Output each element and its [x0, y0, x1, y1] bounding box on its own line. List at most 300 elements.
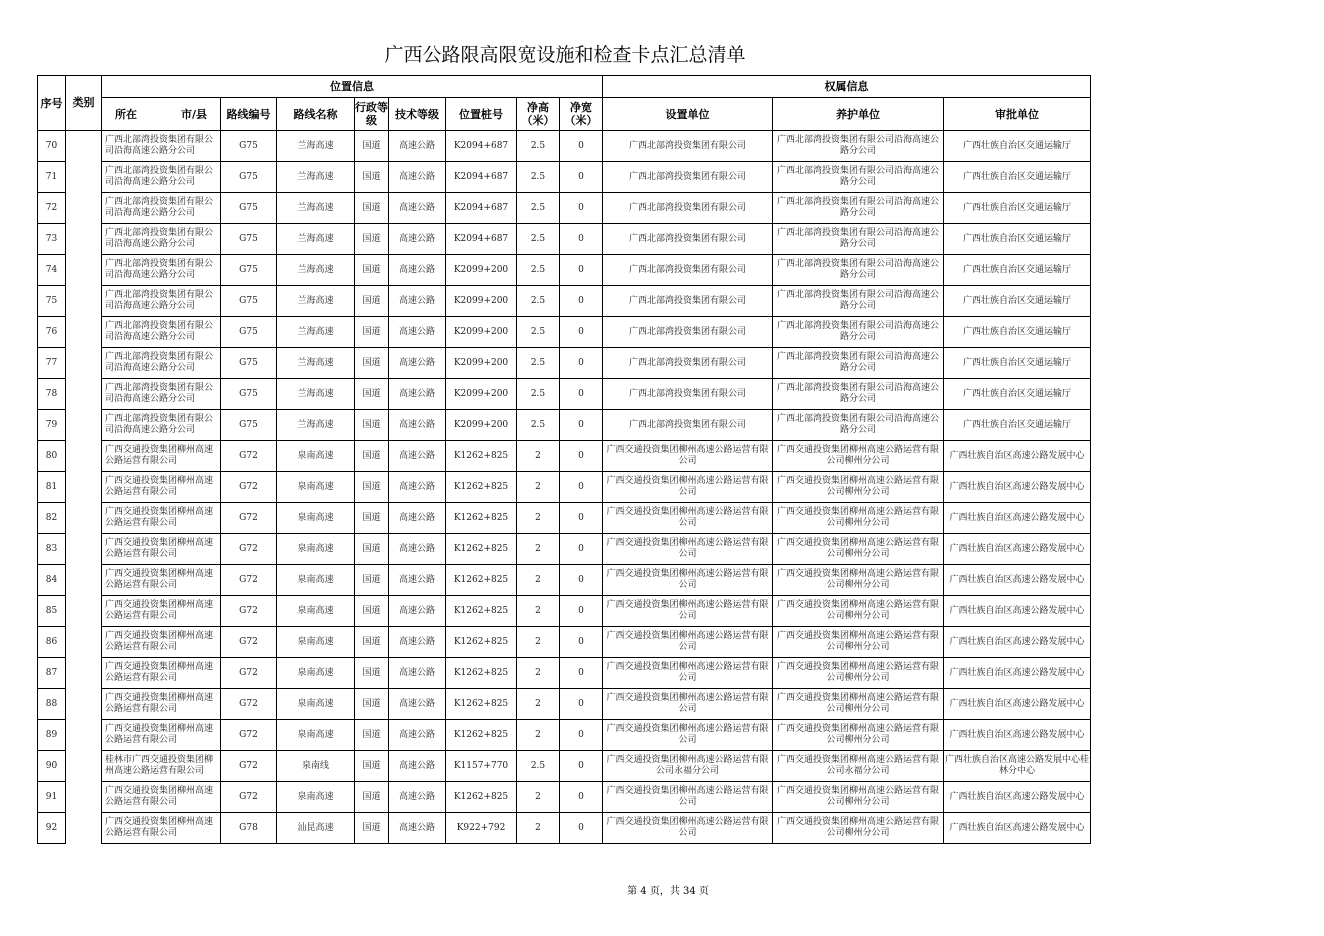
cell-clear-height: 2	[517, 658, 560, 689]
cell-tech-level: 高速公路	[389, 596, 446, 627]
cell-location: 广西交通投资集团柳州高速公路运营有限公司	[102, 534, 221, 565]
cell-clear-width: 0	[560, 441, 603, 472]
cell-tech-level: 高速公路	[389, 193, 446, 224]
cell-location: 广西北部湾投资集团有限公司沿海高速公路分公司	[102, 348, 221, 379]
header-ownership-group: 权属信息	[603, 76, 1091, 98]
cell-admin-level: 国道	[355, 162, 389, 193]
cell-route-code: G75	[221, 348, 277, 379]
cell-maint-unit: 广西北部湾投资集团有限公司沿海高速公路分公司	[773, 317, 944, 348]
cell-setup-unit: 广西北部湾投资集团有限公司	[603, 131, 773, 162]
cell-seq: 76	[38, 317, 66, 348]
cell-approve-unit: 广西壮族自治区交通运输厅	[944, 131, 1091, 162]
cell-maint-unit: 广西交通投资集团柳州高速公路运营有限公司柳州分公司	[773, 689, 944, 720]
table-row	[38, 782, 1091, 813]
cell-tech-level: 高速公路	[389, 348, 446, 379]
cell-route-name: 泉南高速	[277, 534, 355, 565]
cell-route-code: G72	[221, 472, 277, 503]
cell-location: 广西北部湾投资集团有限公司沿海高速公路分公司	[102, 162, 221, 193]
table-row	[38, 751, 1091, 782]
cell-location: 广西北部湾投资集团有限公司沿海高速公路分公司	[102, 131, 221, 162]
cell-route-name: 汕昆高速	[277, 813, 355, 844]
cell-approve-unit: 广西壮族自治区交通运输厅	[944, 224, 1091, 255]
cell-tech-level: 高速公路	[389, 410, 446, 441]
cell-clear-height: 2	[517, 441, 560, 472]
header-setup-unit: 设置单位	[603, 98, 773, 131]
cell-setup-unit: 广西交通投资集团柳州高速公路运营有限公司	[603, 596, 773, 627]
cell-stake: K1262+825	[446, 472, 517, 503]
cell-seq: 70	[38, 131, 66, 162]
cell-route-name: 兰海高速	[277, 162, 355, 193]
cell-clear-height: 2.5	[517, 317, 560, 348]
cell-maint-unit: 广西交通投资集团柳州高速公路运营有限公司柳州分公司	[773, 472, 944, 503]
cell-seq: 91	[38, 782, 66, 813]
cell-setup-unit: 广西交通投资集团柳州高速公路运营有限公司	[603, 720, 773, 751]
table-row	[38, 813, 1091, 844]
cell-seq: 75	[38, 286, 66, 317]
cell-clear-width: 0	[560, 317, 603, 348]
cell-maint-unit: 广西北部湾投资集团有限公司沿海高速公路分公司	[773, 410, 944, 441]
cell-seq: 82	[38, 503, 66, 534]
cell-tech-level: 高速公路	[389, 317, 446, 348]
cell-admin-level: 国道	[355, 503, 389, 534]
header-seq: 序号	[38, 76, 66, 131]
cell-route-name: 兰海高速	[277, 348, 355, 379]
cell-tech-level: 高速公路	[389, 782, 446, 813]
cell-setup-unit: 广西北部湾投资集团有限公司	[603, 379, 773, 410]
cell-setup-unit: 广西北部湾投资集团有限公司	[603, 162, 773, 193]
cell-seq: 89	[38, 720, 66, 751]
cell-category	[66, 131, 102, 844]
cell-setup-unit: 广西北部湾投资集团有限公司	[603, 348, 773, 379]
cell-clear-height: 2.5	[517, 348, 560, 379]
cell-route-code: G75	[221, 286, 277, 317]
cell-location: 广西交通投资集团柳州高速公路运营有限公司	[102, 689, 221, 720]
cell-clear-width: 0	[560, 503, 603, 534]
cell-setup-unit: 广西交通投资集团柳州高速公路运营有限公司	[603, 472, 773, 503]
cell-seq: 81	[38, 472, 66, 503]
cell-seq: 85	[38, 596, 66, 627]
cell-clear-width: 0	[560, 658, 603, 689]
cell-route-name: 泉南高速	[277, 441, 355, 472]
cell-approve-unit: 广西壮族自治区交通运输厅	[944, 410, 1091, 441]
cell-setup-unit: 广西北部湾投资集团有限公司	[603, 255, 773, 286]
cell-clear-height: 2.5	[517, 410, 560, 441]
cell-clear-height: 2	[517, 472, 560, 503]
cell-approve-unit: 广西壮族自治区高速公路发展中心	[944, 472, 1091, 503]
cell-route-name: 泉南高速	[277, 565, 355, 596]
cell-admin-level: 国道	[355, 658, 389, 689]
cell-approve-unit: 广西壮族自治区高速公路发展中心	[944, 534, 1091, 565]
cell-seq: 77	[38, 348, 66, 379]
cell-maint-unit: 广西北部湾投资集团有限公司沿海高速公路分公司	[773, 162, 944, 193]
cell-maint-unit: 广西交通投资集团柳州高速公路运营有限公司柳州分公司	[773, 565, 944, 596]
cell-setup-unit: 广西北部湾投资集团有限公司	[603, 317, 773, 348]
table-row	[38, 472, 1091, 503]
cell-stake: K2099+200	[446, 410, 517, 441]
cell-location: 桂林市广西交通投资集团柳州高速公路运营有限公司	[102, 751, 221, 782]
header-location-city: 所在 市/县	[102, 98, 221, 131]
cell-clear-height: 2.5	[517, 751, 560, 782]
cell-clear-height: 2	[517, 503, 560, 534]
cell-admin-level: 国道	[355, 751, 389, 782]
cell-maint-unit: 广西北部湾投资集团有限公司沿海高速公路分公司	[773, 224, 944, 255]
cell-route-name: 泉南线	[277, 751, 355, 782]
cell-clear-height: 2.5	[517, 255, 560, 286]
cell-approve-unit: 广西壮族自治区高速公路发展中心	[944, 813, 1091, 844]
header-maint-unit: 养护单位	[773, 98, 944, 131]
cell-approve-unit: 广西壮族自治区交通运输厅	[944, 317, 1091, 348]
cell-clear-height: 2.5	[517, 131, 560, 162]
cell-stake: K2099+200	[446, 317, 517, 348]
cell-seq: 83	[38, 534, 66, 565]
cell-tech-level: 高速公路	[389, 472, 446, 503]
table-row	[38, 441, 1091, 472]
cell-clear-height: 2	[517, 782, 560, 813]
cell-clear-height: 2	[517, 627, 560, 658]
cell-location: 广西北部湾投资集团有限公司沿海高速公路分公司	[102, 286, 221, 317]
cell-route-name: 兰海高速	[277, 224, 355, 255]
cell-admin-level: 国道	[355, 193, 389, 224]
facility-table	[37, 75, 1091, 844]
table-row	[38, 286, 1091, 317]
cell-route-name: 兰海高速	[277, 286, 355, 317]
cell-tech-level: 高速公路	[389, 689, 446, 720]
cell-clear-height: 2	[517, 534, 560, 565]
header-route-code: 路线编号	[221, 98, 277, 131]
table-row	[38, 131, 1091, 162]
cell-approve-unit: 广西壮族自治区交通运输厅	[944, 255, 1091, 286]
cell-location: 广西交通投资集团柳州高速公路运营有限公司	[102, 503, 221, 534]
table-row	[38, 565, 1091, 596]
cell-approve-unit: 广西壮族自治区高速公路发展中心	[944, 689, 1091, 720]
cell-seq: 71	[38, 162, 66, 193]
cell-clear-height: 2.5	[517, 193, 560, 224]
cell-setup-unit: 广西交通投资集团柳州高速公路运营有限公司	[603, 782, 773, 813]
cell-tech-level: 高速公路	[389, 658, 446, 689]
cell-tech-level: 高速公路	[389, 224, 446, 255]
table-body	[38, 131, 1091, 844]
cell-maint-unit: 广西交通投资集团柳州高速公路运营有限公司永福分公司	[773, 751, 944, 782]
cell-route-name: 泉南高速	[277, 782, 355, 813]
header-clear-height: 净高（米）	[517, 98, 560, 131]
cell-seq: 78	[38, 379, 66, 410]
cell-stake: K1262+825	[446, 441, 517, 472]
cell-maint-unit: 广西交通投资集团柳州高速公路运营有限公司柳州分公司	[773, 658, 944, 689]
cell-seq: 86	[38, 627, 66, 658]
cell-maint-unit: 广西交通投资集团柳州高速公路运营有限公司柳州分公司	[773, 782, 944, 813]
cell-location: 广西交通投资集团柳州高速公路运营有限公司	[102, 441, 221, 472]
cell-admin-level: 国道	[355, 255, 389, 286]
table-row	[38, 720, 1091, 751]
table-row	[38, 658, 1091, 689]
header-location-group: 位置信息	[102, 76, 603, 98]
cell-admin-level: 国道	[355, 224, 389, 255]
cell-maint-unit: 广西交通投资集团柳州高速公路运营有限公司柳州分公司	[773, 503, 944, 534]
cell-stake: K1262+825	[446, 658, 517, 689]
cell-route-name: 兰海高速	[277, 317, 355, 348]
cell-tech-level: 高速公路	[389, 286, 446, 317]
cell-admin-level: 国道	[355, 627, 389, 658]
cell-approve-unit: 广西壮族自治区高速公路发展中心	[944, 441, 1091, 472]
cell-stake: K1262+825	[446, 503, 517, 534]
cell-setup-unit: 广西交通投资集团柳州高速公路运营有限公司	[603, 813, 773, 844]
cell-route-code: G75	[221, 162, 277, 193]
table-row	[38, 348, 1091, 379]
cell-approve-unit: 广西壮族自治区高速公路发展中心	[944, 658, 1091, 689]
cell-seq: 92	[38, 813, 66, 844]
cell-setup-unit: 广西交通投资集团柳州高速公路运营有限公司	[603, 534, 773, 565]
cell-route-name: 泉南高速	[277, 689, 355, 720]
header-tech-level: 技术等级	[389, 98, 446, 131]
cell-clear-width: 0	[560, 534, 603, 565]
cell-route-code: G72	[221, 689, 277, 720]
cell-approve-unit: 广西壮族自治区交通运输厅	[944, 348, 1091, 379]
cell-route-name: 泉南高速	[277, 627, 355, 658]
cell-clear-width: 0	[560, 224, 603, 255]
cell-location: 广西交通投资集团柳州高速公路运营有限公司	[102, 658, 221, 689]
cell-route-name: 兰海高速	[277, 379, 355, 410]
cell-seq: 87	[38, 658, 66, 689]
cell-stake: K1262+825	[446, 565, 517, 596]
cell-stake: K1262+825	[446, 782, 517, 813]
cell-route-code: G72	[221, 658, 277, 689]
cell-stake: K2099+200	[446, 255, 517, 286]
cell-seq: 73	[38, 224, 66, 255]
page-footer: 第 4 页，共 34 页	[627, 886, 709, 897]
cell-admin-level: 国道	[355, 782, 389, 813]
cell-seq: 80	[38, 441, 66, 472]
cell-clear-height: 2.5	[517, 379, 560, 410]
cell-route-code: G72	[221, 503, 277, 534]
cell-seq: 88	[38, 689, 66, 720]
cell-setup-unit: 广西交通投资集团柳州高速公路运营有限公司	[603, 503, 773, 534]
cell-approve-unit: 广西壮族自治区交通运输厅	[944, 286, 1091, 317]
cell-route-name: 泉南高速	[277, 503, 355, 534]
cell-route-code: G75	[221, 131, 277, 162]
cell-location: 广西交通投资集团柳州高速公路运营有限公司	[102, 627, 221, 658]
cell-maint-unit: 广西交通投资集团柳州高速公路运营有限公司柳州分公司	[773, 720, 944, 751]
cell-stake: K2099+200	[446, 379, 517, 410]
cell-stake: K2094+687	[446, 224, 517, 255]
header-stake: 位置桩号	[446, 98, 517, 131]
cell-route-code: G75	[221, 224, 277, 255]
cell-route-name: 泉南高速	[277, 596, 355, 627]
cell-seq: 84	[38, 565, 66, 596]
cell-location: 广西交通投资集团柳州高速公路运营有限公司	[102, 782, 221, 813]
cell-route-code: G78	[221, 813, 277, 844]
cell-setup-unit: 广西北部湾投资集团有限公司	[603, 410, 773, 441]
cell-stake: K2099+200	[446, 348, 517, 379]
cell-route-code: G72	[221, 441, 277, 472]
cell-approve-unit: 广西壮族自治区高速公路发展中心	[944, 627, 1091, 658]
cell-approve-unit: 广西壮族自治区高速公路发展中心	[944, 720, 1091, 751]
cell-admin-level: 国道	[355, 131, 389, 162]
cell-tech-level: 高速公路	[389, 720, 446, 751]
table-row	[38, 193, 1091, 224]
cell-route-code: G72	[221, 627, 277, 658]
cell-maint-unit: 广西交通投资集团柳州高速公路运营有限公司柳州分公司	[773, 441, 944, 472]
cell-clear-height: 2	[517, 689, 560, 720]
cell-route-name: 泉南高速	[277, 658, 355, 689]
cell-clear-width: 0	[560, 410, 603, 441]
cell-admin-level: 国道	[355, 813, 389, 844]
cell-stake: K2099+200	[446, 286, 517, 317]
cell-setup-unit: 广西交通投资集团柳州高速公路运营有限公司	[603, 441, 773, 472]
cell-seq: 74	[38, 255, 66, 286]
table-row	[38, 534, 1091, 565]
cell-stake: K1262+825	[446, 534, 517, 565]
cell-clear-width: 0	[560, 255, 603, 286]
table-row	[38, 627, 1091, 658]
cell-clear-width: 0	[560, 286, 603, 317]
cell-tech-level: 高速公路	[389, 813, 446, 844]
cell-setup-unit: 广西北部湾投资集团有限公司	[603, 286, 773, 317]
cell-route-code: G75	[221, 193, 277, 224]
cell-seq: 79	[38, 410, 66, 441]
cell-route-name: 泉南高速	[277, 720, 355, 751]
cell-seq: 72	[38, 193, 66, 224]
cell-tech-level: 高速公路	[389, 565, 446, 596]
cell-route-name: 兰海高速	[277, 255, 355, 286]
cell-tech-level: 高速公路	[389, 534, 446, 565]
cell-admin-level: 国道	[355, 689, 389, 720]
cell-admin-level: 国道	[355, 348, 389, 379]
cell-approve-unit: 广西壮族自治区交通运输厅	[944, 193, 1091, 224]
cell-route-code: G75	[221, 255, 277, 286]
cell-location: 广西交通投资集团柳州高速公路运营有限公司	[102, 596, 221, 627]
cell-stake: K1262+825	[446, 689, 517, 720]
cell-clear-width: 0	[560, 193, 603, 224]
cell-stake: K1157+770	[446, 751, 517, 782]
cell-maint-unit: 广西交通投资集团柳州高速公路运营有限公司柳州分公司	[773, 813, 944, 844]
cell-setup-unit: 广西北部湾投资集团有限公司	[603, 224, 773, 255]
cell-stake: K922+792	[446, 813, 517, 844]
cell-setup-unit: 广西北部湾投资集团有限公司	[603, 193, 773, 224]
header-approve-unit: 审批单位	[944, 98, 1091, 131]
table-row	[38, 162, 1091, 193]
header-category: 类别	[66, 76, 102, 131]
cell-location: 广西交通投资集团柳州高速公路运营有限公司	[102, 472, 221, 503]
cell-clear-height: 2	[517, 813, 560, 844]
cell-approve-unit: 广西壮族自治区高速公路发展中心	[944, 503, 1091, 534]
cell-approve-unit: 广西壮族自治区高速公路发展中心桂林分中心	[944, 751, 1091, 782]
cell-maint-unit: 广西北部湾投资集团有限公司沿海高速公路分公司	[773, 286, 944, 317]
cell-route-code: G75	[221, 410, 277, 441]
cell-route-code: G72	[221, 596, 277, 627]
cell-tech-level: 高速公路	[389, 751, 446, 782]
cell-stake: K1262+825	[446, 627, 517, 658]
cell-tech-level: 高速公路	[389, 131, 446, 162]
cell-clear-height: 2.5	[517, 224, 560, 255]
cell-clear-width: 0	[560, 720, 603, 751]
cell-approve-unit: 广西壮族自治区交通运输厅	[944, 379, 1091, 410]
cell-clear-width: 0	[560, 162, 603, 193]
cell-tech-level: 高速公路	[389, 503, 446, 534]
cell-clear-width: 0	[560, 379, 603, 410]
cell-location: 广西北部湾投资集团有限公司沿海高速公路分公司	[102, 255, 221, 286]
cell-route-name: 泉南高速	[277, 472, 355, 503]
cell-approve-unit: 广西壮族自治区高速公路发展中心	[944, 596, 1091, 627]
cell-maint-unit: 广西北部湾投资集团有限公司沿海高速公路分公司	[773, 379, 944, 410]
cell-approve-unit: 广西壮族自治区交通运输厅	[944, 162, 1091, 193]
cell-location: 广西北部湾投资集团有限公司沿海高速公路分公司	[102, 317, 221, 348]
cell-clear-width: 0	[560, 782, 603, 813]
cell-maint-unit: 广西北部湾投资集团有限公司沿海高速公路分公司	[773, 255, 944, 286]
cell-clear-height: 2	[517, 596, 560, 627]
cell-route-code: G72	[221, 720, 277, 751]
cell-setup-unit: 广西交通投资集团柳州高速公路运营有限公司永福分公司	[603, 751, 773, 782]
cell-location: 广西交通投资集团柳州高速公路运营有限公司	[102, 813, 221, 844]
table-row	[38, 317, 1091, 348]
cell-admin-level: 国道	[355, 472, 389, 503]
cell-clear-width: 0	[560, 596, 603, 627]
cell-location: 广西北部湾投资集团有限公司沿海高速公路分公司	[102, 224, 221, 255]
cell-route-name: 兰海高速	[277, 193, 355, 224]
cell-clear-width: 0	[560, 131, 603, 162]
cell-admin-level: 国道	[355, 379, 389, 410]
cell-admin-level: 国道	[355, 410, 389, 441]
cell-approve-unit: 广西壮族自治区高速公路发展中心	[944, 782, 1091, 813]
cell-admin-level: 国道	[355, 720, 389, 751]
cell-admin-level: 国道	[355, 441, 389, 472]
header-clear-width: 净宽（米）	[560, 98, 603, 131]
cell-route-code: G72	[221, 565, 277, 596]
cell-admin-level: 国道	[355, 286, 389, 317]
cell-location: 广西北部湾投资集团有限公司沿海高速公路分公司	[102, 193, 221, 224]
cell-route-name: 兰海高速	[277, 410, 355, 441]
cell-maint-unit: 广西北部湾投资集团有限公司沿海高速公路分公司	[773, 193, 944, 224]
cell-location: 广西北部湾投资集团有限公司沿海高速公路分公司	[102, 379, 221, 410]
cell-tech-level: 高速公路	[389, 441, 446, 472]
cell-admin-level: 国道	[355, 596, 389, 627]
cell-clear-width: 0	[560, 689, 603, 720]
cell-clear-width: 0	[560, 472, 603, 503]
cell-setup-unit: 广西交通投资集团柳州高速公路运营有限公司	[603, 627, 773, 658]
cell-route-name: 兰海高速	[277, 131, 355, 162]
cell-location: 广西交通投资集团柳州高速公路运营有限公司	[102, 565, 221, 596]
cell-clear-width: 0	[560, 348, 603, 379]
table-row	[38, 255, 1091, 286]
cell-maint-unit: 广西交通投资集团柳州高速公路运营有限公司柳州分公司	[773, 596, 944, 627]
cell-stake: K1262+825	[446, 720, 517, 751]
cell-approve-unit: 广西壮族自治区高速公路发展中心	[944, 565, 1091, 596]
cell-maint-unit: 广西北部湾投资集团有限公司沿海高速公路分公司	[773, 131, 944, 162]
table-row	[38, 596, 1091, 627]
table-row	[38, 224, 1091, 255]
cell-route-code: G75	[221, 379, 277, 410]
cell-tech-level: 高速公路	[389, 379, 446, 410]
cell-setup-unit: 广西交通投资集团柳州高速公路运营有限公司	[603, 689, 773, 720]
cell-location: 广西交通投资集团柳州高速公路运营有限公司	[102, 720, 221, 751]
cell-clear-height: 2.5	[517, 162, 560, 193]
cell-admin-level: 国道	[355, 317, 389, 348]
cell-stake: K2094+687	[446, 162, 517, 193]
cell-clear-height: 2	[517, 565, 560, 596]
cell-stake: K2094+687	[446, 193, 517, 224]
cell-tech-level: 高速公路	[389, 255, 446, 286]
table-row	[38, 689, 1091, 720]
cell-admin-level: 国道	[355, 534, 389, 565]
header-route-name: 路线名称	[277, 98, 355, 131]
cell-setup-unit: 广西交通投资集团柳州高速公路运营有限公司	[603, 565, 773, 596]
header-admin-level: 行政等级	[355, 98, 389, 131]
table-row	[38, 503, 1091, 534]
table-row	[38, 410, 1091, 441]
cell-route-code: G72	[221, 534, 277, 565]
cell-location: 广西北部湾投资集团有限公司沿海高速公路分公司	[102, 410, 221, 441]
cell-stake: K2094+687	[446, 131, 517, 162]
cell-maint-unit: 广西北部湾投资集团有限公司沿海高速公路分公司	[773, 348, 944, 379]
